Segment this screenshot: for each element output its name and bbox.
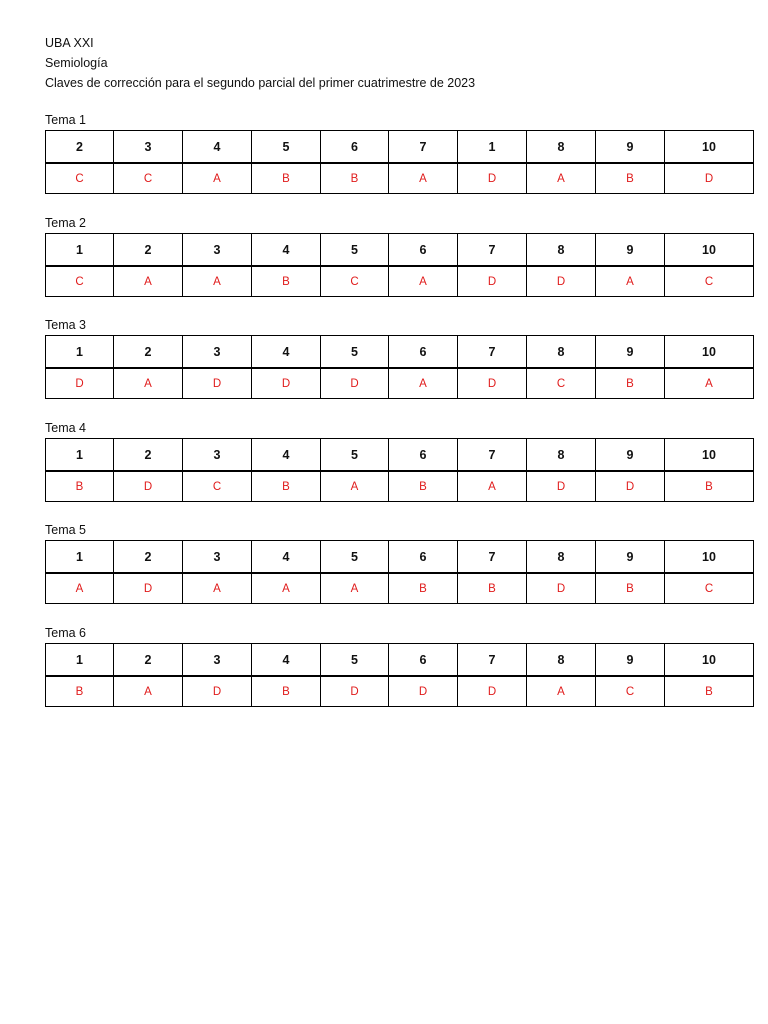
tema-block [45, 112, 752, 194]
answer-cell: B [321, 163, 389, 194]
question-number-cell: 2 [114, 541, 183, 574]
question-number-cell: 3 [114, 131, 183, 164]
answer-cell: A [596, 266, 665, 297]
question-number-cell: 8 [527, 541, 596, 574]
answer-row [46, 368, 754, 399]
answer-cell: A [389, 163, 458, 194]
answer-cell: B [665, 471, 754, 502]
question-number-cell: 1 [458, 131, 527, 164]
answer-cell: D [321, 368, 389, 399]
answer-cell: D [458, 266, 527, 297]
answer-cell: C [183, 471, 252, 502]
question-number-cell: 1 [46, 439, 114, 472]
question-number-cell: 3 [183, 644, 252, 677]
question-number-cell: 7 [458, 541, 527, 574]
question-number-cell: 6 [389, 234, 458, 267]
answer-key-table [45, 643, 754, 707]
answer-key-table [45, 540, 754, 604]
question-number-cell: 10 [665, 644, 754, 677]
question-number-cell: 9 [596, 439, 665, 472]
answer-cell: B [389, 573, 458, 604]
answer-cell: B [458, 573, 527, 604]
answer-cell: B [596, 573, 665, 604]
answer-row [46, 676, 754, 707]
answer-cell: B [252, 676, 321, 707]
answer-cell: D [527, 471, 596, 502]
question-number-cell: 10 [665, 131, 754, 164]
question-number-cell: 6 [389, 439, 458, 472]
answer-cell: C [114, 163, 183, 194]
question-number-cell: 8 [527, 644, 596, 677]
document-title: Claves de corrección para el segundo parcial del primer cuatrimestre de 2023 [45, 76, 476, 90]
question-number-cell: 5 [321, 439, 389, 472]
question-number-cell: 5 [321, 336, 389, 369]
answer-cell: C [596, 676, 665, 707]
answer-row [46, 471, 754, 502]
answer-cell: B [596, 163, 665, 194]
answer-cell: D [458, 163, 527, 194]
answer-key-table [45, 438, 754, 502]
tema-block [45, 625, 752, 707]
answer-cell: B [596, 368, 665, 399]
answer-cell: A [527, 163, 596, 194]
tema-title: Tema 3 [45, 318, 86, 332]
question-number-row [46, 234, 754, 267]
question-number-cell: 6 [389, 644, 458, 677]
answer-cell: C [321, 266, 389, 297]
question-number-cell: 6 [389, 336, 458, 369]
answer-cell: A [114, 676, 183, 707]
answer-cell: C [46, 266, 114, 297]
answer-row [46, 266, 754, 297]
question-number-cell: 5 [321, 234, 389, 267]
question-number-cell: 8 [527, 439, 596, 472]
answer-cell: C [527, 368, 596, 399]
answer-cell: D [527, 266, 596, 297]
answer-cell: D [458, 676, 527, 707]
tema-block [45, 215, 752, 297]
answer-cell: D [527, 573, 596, 604]
answer-cell: C [665, 573, 754, 604]
answer-key-table [45, 233, 754, 297]
tema-title: Tema 1 [45, 113, 86, 127]
answer-cell: B [46, 471, 114, 502]
answer-cell: C [46, 163, 114, 194]
tema-title: Tema 6 [45, 626, 86, 640]
answer-cell: A [252, 573, 321, 604]
question-number-cell: 4 [252, 336, 321, 369]
answer-cell: A [389, 266, 458, 297]
answer-cell: B [389, 471, 458, 502]
answer-cell: A [46, 573, 114, 604]
question-number-row [46, 644, 754, 677]
question-number-cell: 10 [665, 336, 754, 369]
tema-block [45, 317, 752, 399]
answer-cell: B [46, 676, 114, 707]
answer-cell: B [252, 266, 321, 297]
answer-cell: D [114, 573, 183, 604]
question-number-cell: 8 [527, 131, 596, 164]
question-number-cell: 2 [114, 336, 183, 369]
answer-cell: A [183, 266, 252, 297]
answer-cell: D [46, 368, 114, 399]
answer-cell: D [114, 471, 183, 502]
question-number-cell: 5 [321, 541, 389, 574]
answer-cell: A [458, 471, 527, 502]
answer-cell: A [183, 163, 252, 194]
question-number-cell: 7 [458, 234, 527, 267]
question-number-row [46, 131, 754, 164]
answer-row [46, 163, 754, 194]
tema-title: Tema 4 [45, 421, 86, 435]
question-number-cell: 9 [596, 644, 665, 677]
question-number-cell: 10 [665, 541, 754, 574]
question-number-cell: 4 [252, 439, 321, 472]
question-number-cell: 5 [252, 131, 321, 164]
question-number-row [46, 336, 754, 369]
question-number-cell: 3 [183, 336, 252, 369]
institution-name: UBA XXI [45, 36, 94, 50]
answer-cell: D [458, 368, 527, 399]
answer-row [46, 573, 754, 604]
tema-block [45, 420, 752, 502]
question-number-cell: 10 [665, 234, 754, 267]
question-number-cell: 1 [46, 644, 114, 677]
answer-cell: A [321, 471, 389, 502]
answer-key-table [45, 335, 754, 399]
answer-cell: A [321, 573, 389, 604]
question-number-cell: 4 [252, 541, 321, 574]
answer-cell: D [252, 368, 321, 399]
question-number-cell: 8 [527, 234, 596, 267]
question-number-cell: 2 [114, 234, 183, 267]
question-number-cell: 1 [46, 336, 114, 369]
answer-cell: D [596, 471, 665, 502]
question-number-cell: 4 [183, 131, 252, 164]
answer-cell: C [665, 266, 754, 297]
answer-cell: A [389, 368, 458, 399]
tema-title: Tema 5 [45, 523, 86, 537]
answer-key-table [45, 130, 754, 194]
question-number-cell: 9 [596, 336, 665, 369]
question-number-cell: 10 [665, 439, 754, 472]
subject-name: Semiología [45, 56, 108, 70]
question-number-cell: 6 [321, 131, 389, 164]
answer-cell: A [665, 368, 754, 399]
question-number-cell: 7 [458, 439, 527, 472]
answer-cell: B [665, 676, 754, 707]
question-number-cell: 4 [252, 234, 321, 267]
question-number-cell: 7 [458, 336, 527, 369]
tema-block [45, 522, 752, 604]
answer-cell: D [665, 163, 754, 194]
answer-cell: A [183, 573, 252, 604]
answer-cell: D [321, 676, 389, 707]
answer-cell: B [252, 163, 321, 194]
question-number-row [46, 439, 754, 472]
answer-cell: A [527, 676, 596, 707]
answer-cell: D [183, 368, 252, 399]
answer-cell: A [114, 266, 183, 297]
question-number-cell: 7 [458, 644, 527, 677]
question-number-cell: 2 [114, 439, 183, 472]
question-number-cell: 2 [46, 131, 114, 164]
question-number-cell: 4 [252, 644, 321, 677]
question-number-cell: 7 [389, 131, 458, 164]
question-number-cell: 9 [596, 131, 665, 164]
question-number-cell: 3 [183, 541, 252, 574]
tema-title: Tema 2 [45, 216, 86, 230]
document-header [45, 33, 475, 93]
question-number-cell: 3 [183, 439, 252, 472]
question-number-cell: 1 [46, 234, 114, 267]
question-number-cell: 9 [596, 541, 665, 574]
answer-cell: A [114, 368, 183, 399]
question-number-cell: 9 [596, 234, 665, 267]
question-number-cell: 3 [183, 234, 252, 267]
question-number-row [46, 541, 754, 574]
question-number-cell: 6 [389, 541, 458, 574]
question-number-cell: 1 [46, 541, 114, 574]
question-number-cell: 5 [321, 644, 389, 677]
question-number-cell: 8 [527, 336, 596, 369]
answer-cell: B [252, 471, 321, 502]
answer-cell: D [183, 676, 252, 707]
answer-cell: D [389, 676, 458, 707]
question-number-cell: 2 [114, 644, 183, 677]
